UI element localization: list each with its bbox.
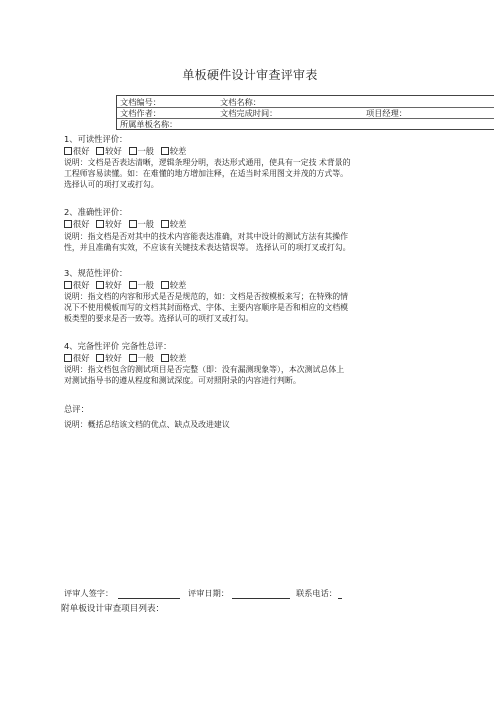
doc-number-label: 文档编号：: [120, 97, 161, 107]
checkbox[interactable]: [129, 281, 137, 289]
checkbox[interactable]: [96, 147, 104, 155]
option-label: 很好: [73, 353, 90, 363]
description-line: 说明：指文档是否对其中的技术内容能表达准确，对其中设计的测试方法有其操作: [64, 232, 349, 241]
description-line: 选择认可的项打叉或打勾。: [64, 180, 159, 190]
description-line: 说明：指文档包含的测试项目是否完整（即：没有漏测现象等），本次测试总体上: [64, 365, 345, 374]
section-heading-completeness: 4、完备性评价 完备性总评：: [64, 341, 172, 351]
description-line: 说明：指文档的内容和形式是否是规范的，如：文档是否按模板来写；在特殊的情: [64, 292, 349, 301]
checkbox[interactable]: [96, 220, 104, 228]
description-line: 对测试指导书的遵从程度和测试深度。可对照附录的内容进行判断。: [64, 376, 301, 386]
section-description-accuracy: [64, 231, 351, 253]
checkbox[interactable]: [129, 354, 137, 362]
review-date-label: 评审日期：: [188, 588, 229, 598]
doc-name-label: 文档名称：: [220, 97, 261, 107]
document-info-table: [116, 95, 494, 130]
checkbox[interactable]: [64, 354, 72, 362]
rating-options-accuracy: [64, 218, 186, 230]
checkbox[interactable]: [161, 354, 169, 362]
section-heading-standardization: 3、规范性评价：: [64, 268, 128, 278]
description-line: 性，并且准确有实效，不应该有关键技术表达错误等。 选择认可的项打叉或打勾。: [64, 243, 351, 253]
checkbox[interactable]: [96, 281, 104, 289]
option-label: 很好: [73, 219, 90, 229]
contact-phone-label: 联系电话：: [296, 588, 337, 598]
checkbox[interactable]: [64, 281, 72, 289]
checkbox[interactable]: [64, 220, 72, 228]
option-label: 较差: [169, 353, 187, 363]
checkbox[interactable]: [96, 354, 104, 362]
doc-author-label: 文档作者：: [120, 108, 161, 118]
page-title: 单板硬件设计审查评审表: [182, 68, 318, 82]
checkbox[interactable]: [129, 147, 137, 155]
rating-options-standardization: [64, 279, 186, 291]
option-label: 一般: [137, 219, 155, 229]
description-line: 况下不使用模板而写的文档其封面格式、字体、主要内容顺序是否和相应的文档模: [64, 303, 349, 313]
section-description-completeness: [64, 364, 344, 386]
description-line: 说明：文档是否表达清晰，逻辑条理分明，表达形式通用，使具有一定技 术背景的: [64, 158, 351, 167]
option-label: 很好: [73, 146, 90, 156]
checkbox[interactable]: [64, 147, 72, 155]
checkbox[interactable]: [129, 220, 137, 228]
option-label: 很好: [73, 280, 90, 290]
review-date-field[interactable]: [232, 588, 290, 599]
contact-phone-field[interactable]: [338, 588, 342, 599]
appendix-heading: 附单板设计审查项目列表：: [61, 604, 165, 614]
checkbox[interactable]: [161, 147, 169, 155]
option-label: 较差: [169, 280, 187, 290]
description-line: 板类型的要求是否一致等。选择认可的项打叉或打勾。: [64, 314, 254, 324]
checkbox[interactable]: [161, 281, 169, 289]
summary-description: 说明：概括总结该文档的优点、缺点及改进建议: [64, 420, 230, 429]
rating-options-readability: [64, 145, 186, 157]
option-label: 一般: [137, 353, 155, 363]
section-description-standardization: [64, 291, 348, 325]
option-label: 较差: [169, 146, 187, 156]
board-name-label: 所属单板名称：: [120, 119, 178, 129]
rating-options-completeness: [64, 352, 186, 364]
doc-finish-time-label: 文档完成时间：: [220, 108, 278, 118]
section-heading-readability: 1、可读性评价：: [64, 134, 128, 144]
reviewer-signature-label: 评审人签字：: [64, 588, 114, 598]
option-label: 较好: [105, 219, 122, 229]
summary-heading: 总评：: [64, 404, 89, 414]
option-label: 较好: [105, 146, 122, 156]
option-label: 较好: [105, 353, 122, 363]
project-manager-label: 项目经理：: [366, 108, 407, 118]
option-label: 一般: [137, 280, 155, 290]
option-label: 较差: [169, 219, 187, 229]
description-line: 工程师容易读懂。如：在难懂的地方增加注释，在适当时采用图文并茂的方式等。: [64, 169, 349, 179]
section-heading-accuracy: 2、准确性评价：: [64, 207, 128, 217]
option-label: 较好: [105, 280, 122, 290]
option-label: 一般: [137, 146, 155, 156]
table-row-divider: [117, 107, 494, 108]
section-description-readability: [64, 157, 351, 191]
reviewer-signature-field[interactable]: [118, 588, 180, 599]
checkbox[interactable]: [161, 220, 169, 228]
